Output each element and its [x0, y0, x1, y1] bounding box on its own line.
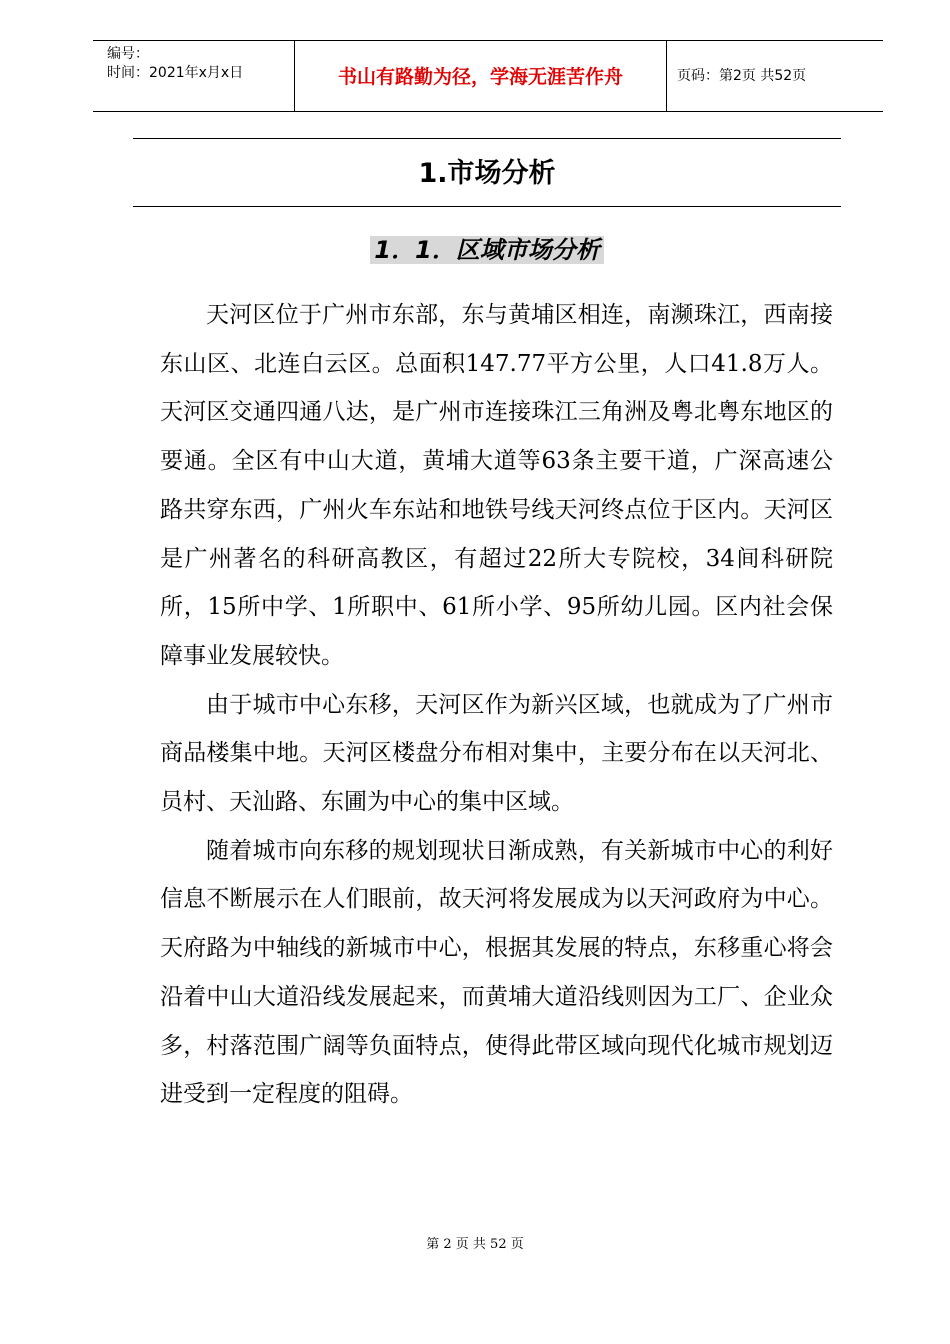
- subsection-heading: [133, 232, 841, 268]
- page-header: [93, 40, 883, 112]
- paragraph: 天河区位于广州市东部，东与黄埔区相连，南濒珠江，西南接东山区、北连白云区。总面积147.77平方公里，人口41.8万人。天河区交通四通八达，是广州市连接珠江三角洲及粤北粤东地区的要通。全区有中山大道，黄埔大道等63条主要干道，广深高速公路共穿东西，广州火车东站和地铁号线天河终点位于区内。天河区是广州著名的科研高教区，有超过22所大专院校，34间科研院所，15所中学、1所职中、61所小学、95所幼儿园。区内社会保障事业发展较快。: [160, 302, 833, 669]
- page-footer: 第 2 页 共 52 页: [426, 1237, 524, 1252]
- paragraph: 随着城市向东移的规划现状日渐成熟，有关新城市中心的利好信息不断展示在人们眼前，故天河将发展成为以天河政府为中心。天府路为中轴线的新城市中心，根据其发展的特点，东移重心将会沿着中山大道沿线发展起来，而黄埔大道沿线则因为工厂、企业众多，村落范围广阔等负面特点，使得此带区域向现代化城市规划迈进受到一定程度的阻碍。: [160, 837, 833, 1108]
- section-heading: 1.市场分析: [418, 158, 556, 189]
- header-slogan: 书山有路勤为径，学海无涯苦作舟: [337, 66, 623, 88]
- header-number-label: 编号：: [107, 46, 149, 62]
- paragraph: 由于城市中心东移，天河区作为新兴区域，也就成为了广州市商品楼集中地。天河区楼盘分布相对集中，主要分布在以天河北、员村、天汕路、东圃为中心的集中区域。: [160, 691, 833, 816]
- heading-bottom-rule: [133, 206, 841, 207]
- subsection-heading-text: 1．1．区域市场分析: [370, 236, 603, 264]
- heading-top-rule: [133, 138, 841, 139]
- body-text: [160, 291, 833, 1119]
- header-time-label: 时间：2021年x月x日: [107, 65, 244, 81]
- header-divider: [666, 41, 667, 111]
- header-page-info: 页码：第2页 共52页: [677, 68, 807, 84]
